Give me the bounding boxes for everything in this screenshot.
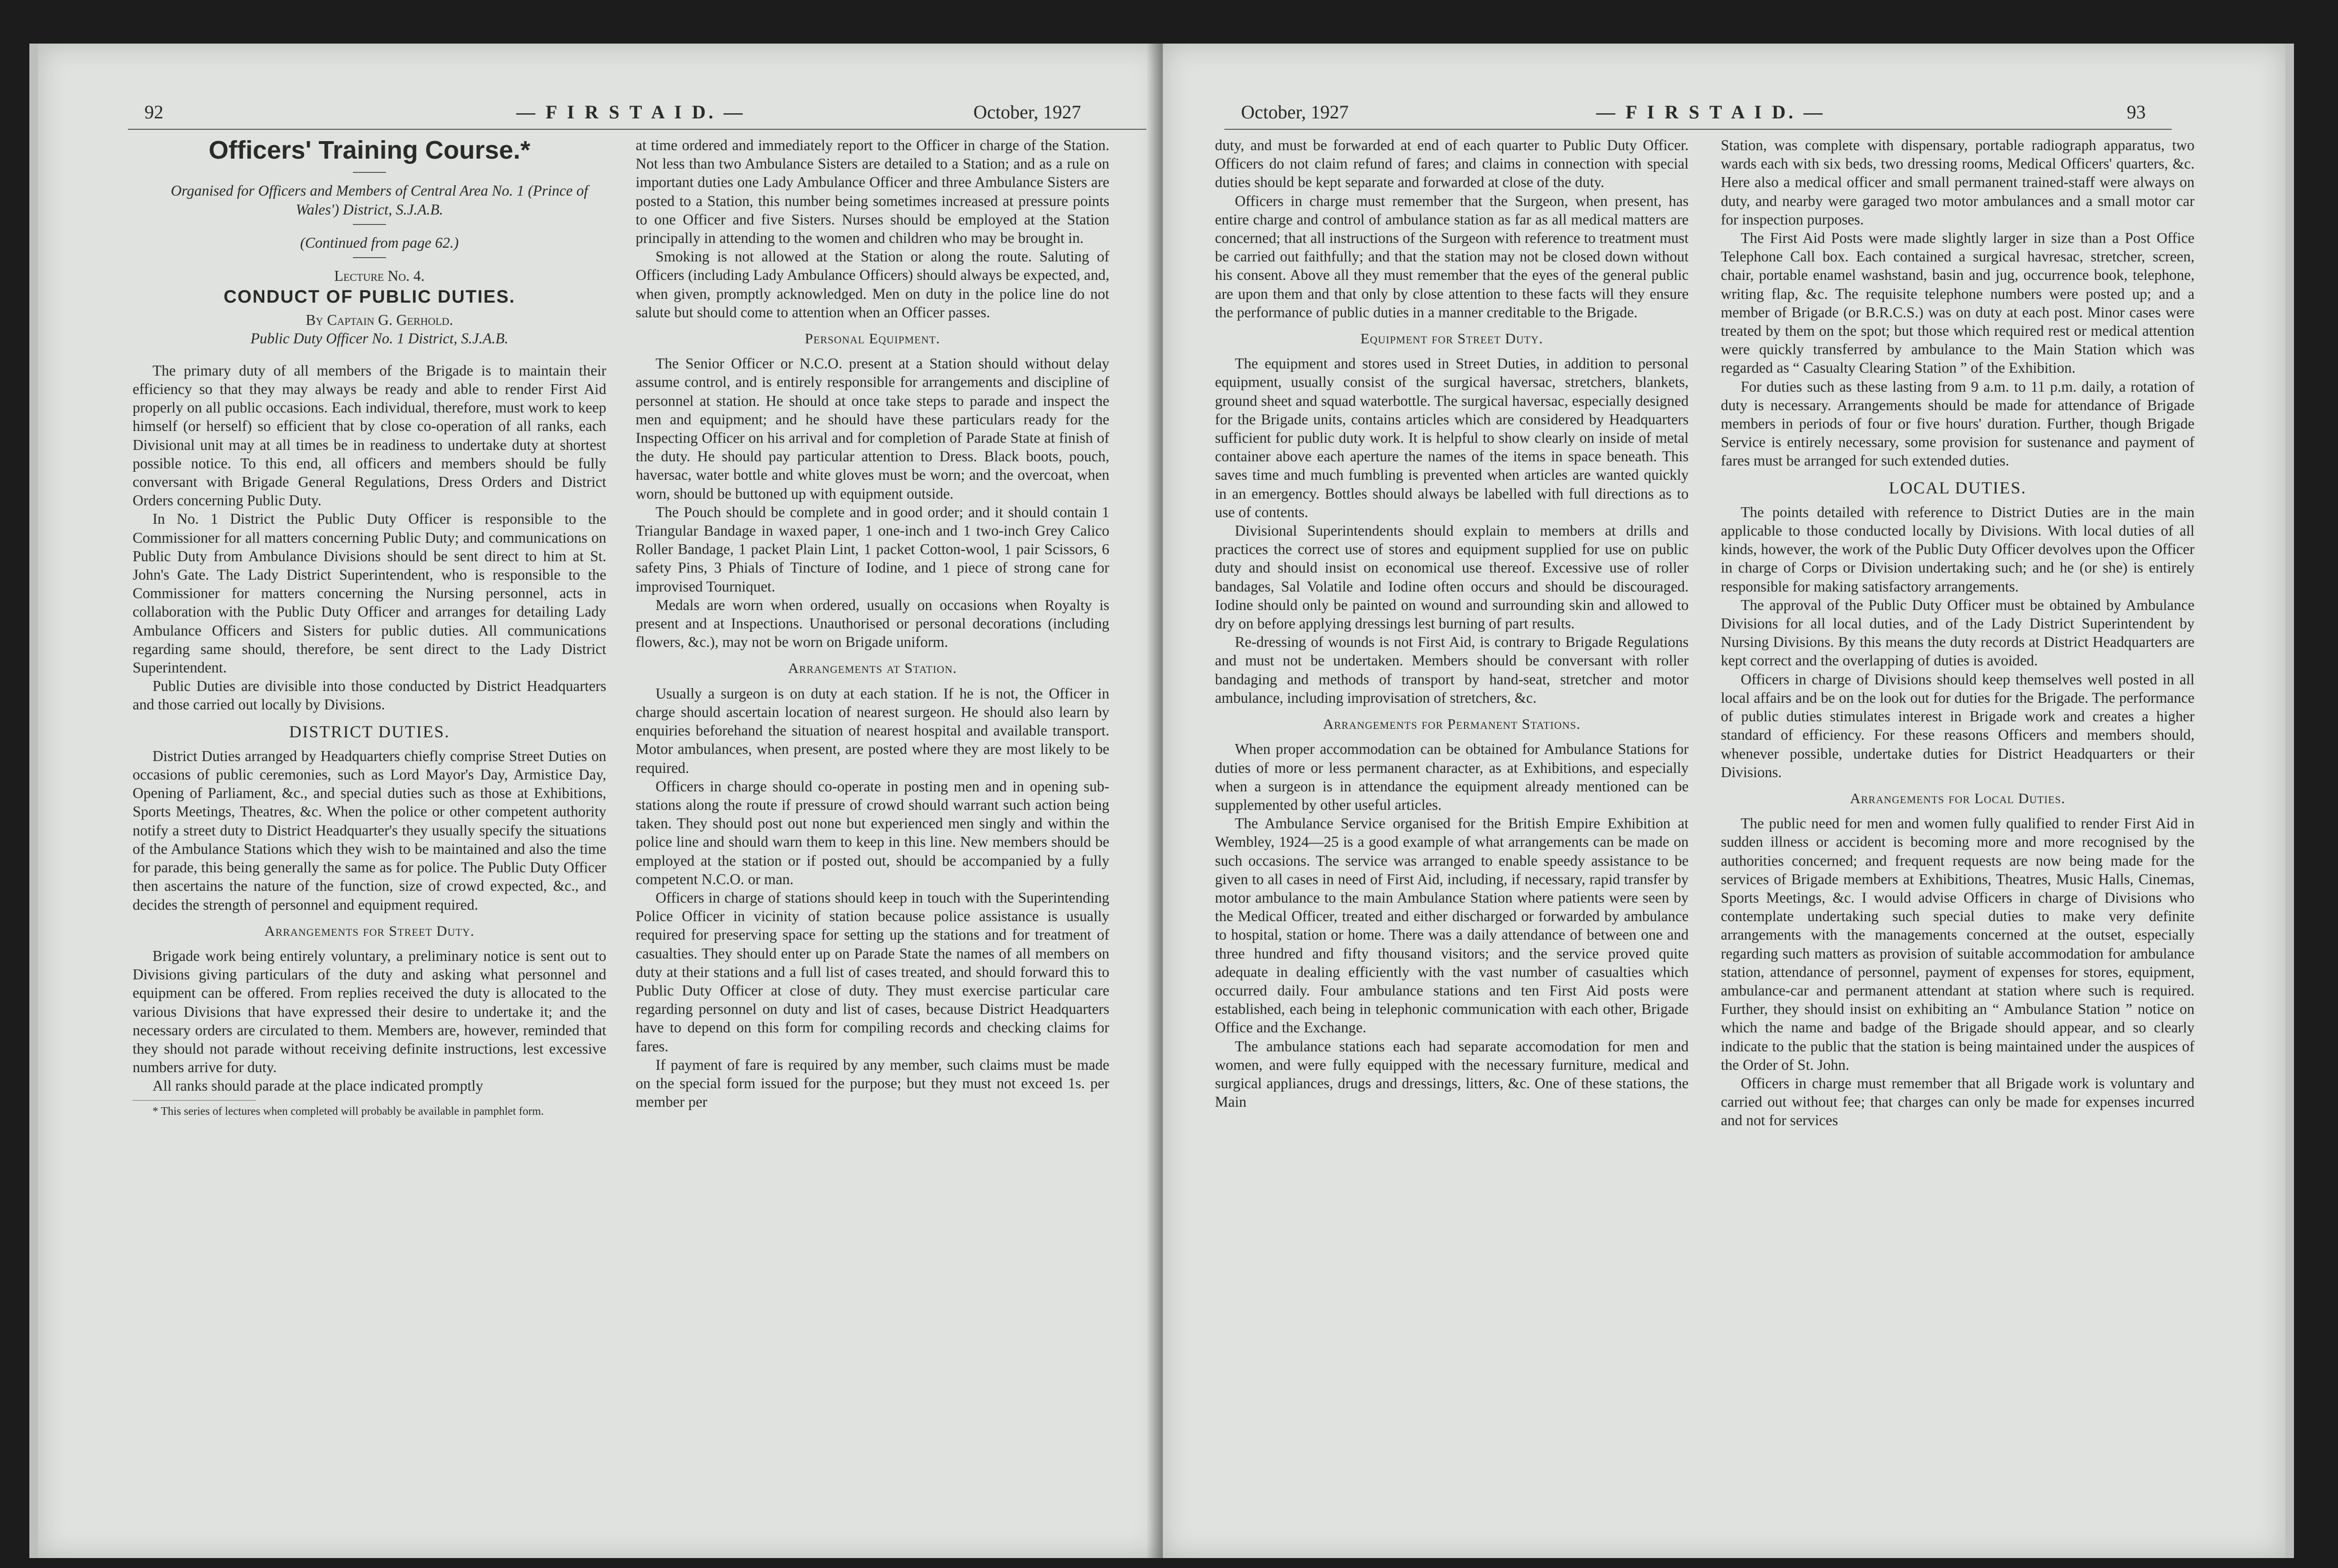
paragraph: Medals are worn when ordered, usually on occasions when Royalty is present and at Inspections. Unauthorised or personal decorations (including flowers, &c.), may not be worn on Brigade uniform.: [636, 596, 1109, 651]
title-rule: [353, 172, 386, 173]
subsection-heading: Arrangements at Station.: [788, 660, 957, 677]
paragraph: The Senior Officer or N.C.O. present at a Station should without delay assume control, and is entirely responsible for arrangements and discipline of personnel at station. He should at once take steps to parade and inspect the men and equipment; and he should have these particulars ready for the Inspecting Officer on his arrival and for completion of Parade State at finish of the duty. He should pay particular attention to Dress. Black boots, pouch, haversac, water bottle and white gloves must be worn; and the overcoat, when worn, should be buttoned up with equipment outside.: [636, 355, 1109, 502]
paragraph: The Pouch should be complete and in good order; and it should contain 1 Triangular Bandage in waxed paper, 1 one-inch and 1 two-inch Grey Calico Roller Bandage, 1 packet Plain Lint, 1 packet Cotton-wool, 1 pair Scissors, 6 safety Pins, 3 Phials of Tincture of Iodine, and 1 piece of strong cane for improvised Tourniquet.: [636, 503, 1109, 595]
header-rule: [1224, 129, 2172, 130]
subsection-heading: Arrangements for Street Duty.: [264, 922, 475, 939]
paragraph: Smoking is not allowed at the Station or along the route. Saluting of Officers (including Lady Ambulance Officers) should always be expected, and, when given, promptly acknowledged. Men on duty in the police line do not salute but should come to attention when an Officer passes.: [636, 248, 1109, 321]
paragraph: When proper accommodation can be obtained for Ambulance Stations for duties of more or less permanent character, as at Exhibitions, and especially when a surgeon is in attendance the equipment already mentioned can be supplemented by other useful articles.: [1215, 741, 1689, 813]
paragraph: Officers in charge must remember that all Brigade work is voluntary and carried out without fee; that charges can only be made for expenses incurred and not for services: [1721, 1075, 2194, 1129]
page-number: 92: [144, 101, 163, 123]
right-page-edge: [2285, 44, 2294, 1558]
header-rule: [128, 129, 1146, 130]
left-page: [38, 44, 1163, 1558]
left-column-2: [636, 136, 1109, 1111]
article-subtitle: Organised for Officers and Members of Central Area No. 1 (Prince of Wales') District, S.J.A.B.: [171, 182, 588, 218]
left-page-header: [38, 98, 1163, 126]
author-role: Public Duty Officer No. 1 District, S.J.A.B.: [250, 330, 509, 347]
subsection-heading: Arrangements for Permanent Stations.: [1323, 716, 1581, 733]
issue-date: October, 1927: [1241, 101, 1349, 123]
paragraph: Usually a surgeon is on duty at each station. If he is not, the Officer in charge should ascertain location of nearest surgeon. He should also learn by enquiries beforehand the situation of nearest hospital and available transport. Motor ambulances, when present, are posted where they are most likely to be required.: [636, 685, 1109, 776]
paragraph: Officers in charge of stations should keep in touch with the Superintending Police Officer in vicinity of station because police assistance is usually required for preserving space for setting up the stations and for treatment of casualties. They should enter up on Parade State the names of all members on duty at their stations and a full list of cases treated, and should forward this to Public Duty Officer at close of duty. They must exercise particular care regarding personnel on duty and list of cases, because District Headquarters have to depend on this form for compiling records and checking claims for fares.: [636, 889, 1109, 1055]
running-title: — F I R S T A I D. —: [516, 101, 746, 123]
paragraph: Officers in charge should co-operate in posting men and in opening sub-stations along the route if pressure of crowd should warrant such action being taken. They should post out none but experienced men singly and within the police line and should warn them to keep in this line. New members should be employed at the station or if posted out, should be accompanied by a fully competent N.C.O. or man.: [636, 778, 1109, 887]
paragraph: The equipment and stores used in Street Duties, in addition to personal equipment, usually consist of the surgical haversac, stretchers, blankets, ground sheet and squad waterbottle. The surgical haversac, especially designed for the Brigade units, contains articles which are considered by Headquarters sufficient for public duty work. It is helpful to show clearly on inside of metal container above each aperture the names of the items in space beneath. This saves time and much fumbling is prevented when articles are wanted quickly in an emergency. Bottles should always be labelled with full directions as to use of contents.: [1215, 355, 1689, 520]
paragraph: Divisional Superintendents should explain to members at drills and practices the correct use of stores and equipment supplied for use on public duty and should insist on economical use thereof. Excessive use of roller bandages, Sal Volatile and Iodine often occurs and should be discouraged. Iodine should only be painted on wound and surrounding skin and allowed to dry on before applying dressings lest burning of part results.: [1215, 522, 1689, 632]
paragraph: The Ambulance Service organised for the British Empire Exhibition at Wembley, 1924—25 is a good example of what arrangements can be made on such occasions. The service was arranged to enable speedy assistance to be given to all cases in need of First Aid, including, if necessary, rapid transfer by motor ambulance to the main Ambulance Station where patients were seen by the Medical Officer, treated and either discharged or forwarded by ambulance to hospital, station or home. There was a daily attendance of between one and three hundred and fifty thousand visitors; and the service proved quite adequate in dealing efficiently with the vast number of casualties which occurred daily. Four ambulance stations and ten First Aid posts were established, each being in telephonic communication with each other, Brigade Office and the Exchange.: [1215, 815, 1689, 1036]
page-number: 93: [2127, 101, 2146, 123]
paragraph: District Duties arranged by Headquarters chiefly comprise Street Duties on occasions of public ceremonies, such as Lord Mayor's Day, Armistice Day, Opening of Parliament, &c., and special duties such as those at Exhibitions, Sports Meetings, Theatres, &c. When the police or other competent authority notify a street duty to District Headquarter's they usually specify the situations of the Ambulance Stations which they wish to be maintained and also the time for parade, this being generally the same as for police. The Public Duty Officer then ascertains the nature of the function, size of crowd expected, &c., and decides the strength of personnel and equipment required.: [133, 747, 606, 913]
running-title: — F I R S T A I D. —: [1596, 101, 1825, 123]
paragraph: Station, was complete with dispensary, portable radiograph apparatus, two wards each with six beds, two dressing rooms, Medical Officers' quarters, &c. Here also a medical officer and small permanent trained-staff were always on duty, and nearby were garaged two motor ambulances and a small motor car for inspection purposes.: [1721, 137, 2194, 228]
paragraph: duty, and must be forwarded at end of each quarter to Public Duty Officer. Officers do not claim refund of fares; and claims in connection with special duties should be kept separate and forwarded at close of the duty.: [1215, 137, 1689, 191]
issue-date: October, 1927: [973, 101, 1081, 123]
subsection-heading: Equipment for Street Duty.: [1360, 330, 1543, 347]
paragraph: Officers in charge must remember that the Surgeon, when present, has entire charge and control of ambulance station as far as all medical matters are concerned; that all instructions of the Surgeon with reference to treatment must be carried out faithfully; and that the station may not be closed down without his consent. Above all they must remember that the eyes of the general public are upon them and that only by close attention to these facts will they ensure the performance of public duties in a manner creditable to the Brigade.: [1215, 192, 1689, 321]
author-line: By Captain G. Gerhold.: [306, 311, 453, 328]
subsection-heading: Arrangements for Local Duties.: [1850, 789, 2066, 806]
paragraph: All ranks should parade at the place indicated promptly: [153, 1077, 484, 1094]
paragraph: The ambulance stations each had separate accomodation for men and women, and were fully equipped with the necessary furniture, medical and surgical appliances, drugs and dressings, litters, &c. One of these stations, the Main: [1215, 1038, 1689, 1111]
paragraph: If payment of fare is required by any member, such claims must be made on the special form issued for the purpose; but they must not exceed 1s. per member per: [636, 1056, 1109, 1111]
continued-rule: [353, 257, 386, 258]
paragraph: The public need for men and women fully qualified to render First Aid in sudden illness or accident is becoming more and more recognised by the authorities concerned; and frequent requests are now being made for the services of Brigade members at Exhibitions, Theatres, Music Halls, Cinemas, Sports Meetings, &c. I would advise Officers in charge of Divisions who contemplate undertaking such special duties to make very definite arrangements with the managements concerned at the outset, especially regarding such matters as provision of suitable accommodation for ambulance station, attendance of personnel, payment of expenses for stores, equipment, ambulance-car and permanent attendant at station where such is required. Further, they should insist on exhibiting an “ Ambulance Station ” notice on which the name and badge of the Brigade should appear, and so clearly indicate to the public that the station is being maintained under the auspices of the Order of St. John.: [1721, 815, 2194, 1073]
paragraph: Public Duties are divisible into those conducted by District Headquarters and those carried out locally by Divisions.: [133, 678, 606, 713]
paragraph: at time ordered and immediately report to the Officer in charge of the Station. Not less than two Ambulance Sisters are detailed to a Station; and as a rule on important duties one Lady Ambulance Officer and three Ambulance Sisters are posted to a Station, this number being sometimes increased at pressure points to one Officer and five Sisters. Nurses should be employed at the Station principally in attending to the women and children who may be brought in.: [636, 137, 1109, 247]
section-heading: LOCAL DUTIES.: [1888, 478, 2027, 497]
footnote-rule: [133, 1100, 256, 1104]
subtitle-rule: [353, 224, 386, 225]
paragraph: Officers in charge of Divisions should keep themselves well posted in all local affairs and be on the look out for duties for the Brigade. The performance of public duties stimulates interest in Brigade work and creates a higher standard of efficiency. For these reasons Officers and members should, whenever possible, undertake duties for District Headquarters or their Divisions.: [1721, 671, 2194, 780]
paragraph: The approval of the Public Duty Officer must be obtained by Ambulance Divisions for all local duties, and of the Lady District Superintendent by Nursing Divisions. By this means the duty records at District Headquarters are kept correct and the overlapping of duties is avoided.: [1721, 596, 2194, 669]
paragraph: The points detailed with reference to District Duties are in the main applicable to those conducted locally by Divisions. With local duties of all kinds, however, the work of the Public Duty Officer devolves upon the Officer in charge of Corps or Division undertaking such; and he (or she) is entirely responsible for making satisfactory arrangements.: [1721, 503, 2194, 595]
right-column-1: [1215, 136, 1689, 1111]
right-page: [1163, 44, 2285, 1558]
lecture-number: Lecture No. 4.: [334, 268, 425, 285]
subsection-heading: Personal Equipment.: [805, 330, 940, 347]
section-heading: DISTRICT DUTIES.: [289, 722, 450, 741]
paragraph: Re-dressing of wounds is not First Aid, is contrary to Brigade Regulations and must not be undertaken. Members should be conversant with roller bandaging and methods of transport by hand-seat, stretcher and motor ambulance, including improvisation of stretchers, &c.: [1215, 634, 1689, 706]
lecture-title: CONDUCT OF PUBLIC DUTIES.: [224, 287, 515, 307]
left-page-edge: [29, 44, 38, 1558]
continued-note: (Continued from page 62.): [300, 234, 459, 251]
paragraph: The First Aid Posts were made slightly larger in size than a Post Office Telephone Call box. Each contained a surgical havresac, stretcher, screen, chair, portable enamel washstand, basin and jug, occurrence book, telephone, writing flap, &c. The requisite telephone numbers were posted up; and a member of Brigade (or B.R.C.S.) was on duty at each post. Minor cases were treated by them on the spot; but those which required rest or medical attention were quickly transferred by ambulance to the Main Station which was regarded as “ Casualty Clearing Station ” of the Exhibition.: [1721, 230, 2194, 376]
paragraph: For duties such as these lasting from 9 a.m. to 11 p.m. daily, a rotation of duty is necessary. Arrangements should be made for attendance of Brigade members in periods of four or five hours' duration. Further, though Brigade Service is entirely necessary, some provision for sustenance and payment of fares must be arranged for such extended duties.: [1721, 378, 2194, 469]
left-column-1: [133, 138, 606, 1119]
right-page-header: [1163, 98, 2285, 126]
paragraph: The primary duty of all members of the Brigade is to maintain their efficiency so that they may always be ready and able to render First Aid properly on all public occasions. Each individual, therefore, must work to keep himself (or herself) so efficient that by close co-operation of all ranks, each Divisional unit may at all times be in readiness to undertake duty at shortest possible notice. To this end, all officers and members should be fully conversant with Brigade General Regulations, Dress Orders and District Orders concerning Public Duty.: [133, 362, 606, 509]
right-column-2: [1721, 136, 2194, 1130]
article-title: Officers' Training Course.*: [208, 136, 531, 164]
paragraph: In No. 1 District the Public Duty Officer is responsible to the Commissioner for all matters concerning Public Duty; and communications on Public Duty from Ambulance Divisions should be sent direct to him at St. John's Gate. The Lady District Superintendent, who is responsible to the Commissioner for matters concerning the Nursing personnel, acts in collaboration with the Public Duty Officer and arranges for detailing Lady Ambulance Officers and Sisters for public duties. All communications regarding same should, therefore, be sent direct to the Lady District Superintendent.: [133, 511, 606, 676]
footnote: * This series of lectures when completed will probably be available in pamphlet form.: [153, 1105, 544, 1118]
paragraph: Brigade work being entirely voluntary, a preliminary notice is sent out to Divisions giving particulars of the duty and asking what personnel and equipment can be offered. From replies received the duty is allocated to the various Divisions that have expressed their desire to undertake it; and the necessary orders are circulated to them. Members are, however, reminded that they should not parade without receiving definite instructions, lest excessive numbers arrive for duty.: [133, 947, 606, 1076]
